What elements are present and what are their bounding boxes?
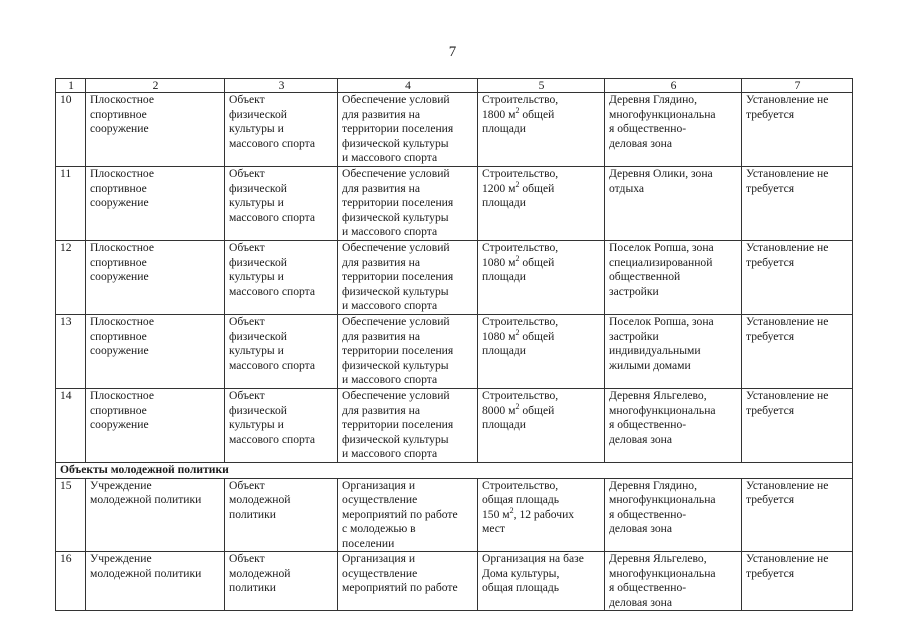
cell-line: осуществление xyxy=(342,493,418,506)
cell-line: культуры и xyxy=(229,122,284,135)
cell-line: требуется xyxy=(746,107,795,121)
cell-line: спортивное xyxy=(90,181,147,195)
cell-line: физической культуры xyxy=(342,210,449,224)
cell-line: общая площадь xyxy=(482,493,560,506)
cell-line: Поселок Ропша, зона xyxy=(609,315,714,328)
cell-line: Плоскостное xyxy=(90,389,155,402)
cell-line: общая площадь xyxy=(482,581,560,594)
table-row xyxy=(56,241,853,315)
cell-location xyxy=(605,315,742,389)
cell-line: Строительство, xyxy=(482,167,559,180)
row-number xyxy=(56,389,86,463)
cell-line: Установление не xyxy=(746,478,829,492)
cell-object-type xyxy=(225,241,338,315)
cell-line: физической культуры xyxy=(342,432,449,446)
cell-line: Организация и xyxy=(342,478,416,492)
cell-purpose xyxy=(338,93,478,167)
cell-line: физической xyxy=(229,181,287,195)
cell-line: отдыха xyxy=(609,181,645,195)
cell-line: Объект xyxy=(229,478,265,492)
cell-line: физической культуры xyxy=(342,136,449,150)
cell-line: застройки xyxy=(609,329,659,343)
row-number xyxy=(56,478,86,552)
cell-line: Обеспечение условий xyxy=(342,167,450,180)
cell-line: Организация на базе xyxy=(482,552,584,565)
cell-purpose xyxy=(338,552,478,611)
cell-line: спортивное xyxy=(90,107,147,121)
cell-line: массового спорта xyxy=(229,358,315,372)
cell-construction xyxy=(478,478,605,552)
cell-line: молодежной xyxy=(229,566,291,580)
cell-line: деловая зона xyxy=(609,432,672,446)
cell-line: Обеспечение условий xyxy=(342,93,450,106)
cell-protection-zone xyxy=(742,315,853,389)
cell-line: Организация и xyxy=(342,552,416,565)
area-value: 1080 м xyxy=(482,255,516,269)
table-body xyxy=(56,79,853,611)
cell-protection-zone xyxy=(742,552,853,611)
cell-object-name xyxy=(86,241,225,315)
area-unit-superscript: 2 xyxy=(515,253,520,263)
cell-line: сооружение xyxy=(90,418,149,431)
section-title xyxy=(56,463,853,479)
cell-line: индивидуальными xyxy=(609,344,701,357)
cell-line: мероприятий по работе xyxy=(342,507,458,521)
cell-line: площади xyxy=(482,344,526,357)
cell-line: территории поселения xyxy=(342,270,454,283)
cell-line: сооружение xyxy=(90,344,149,357)
cell-line: политики xyxy=(229,507,276,521)
cell-line: площади xyxy=(482,270,526,283)
cell-line: Установление не xyxy=(746,167,829,180)
cell-line: с молодежью в xyxy=(342,522,416,535)
section-row xyxy=(56,463,853,479)
cell-line: молодежной политики xyxy=(90,493,202,506)
column-header: 4 xyxy=(338,79,478,93)
cell-line: Плоскостное xyxy=(90,241,155,254)
cell-line: для развития на xyxy=(342,181,420,195)
cell-line: многофункциональна xyxy=(609,493,716,506)
cell-line: жилыми домами xyxy=(609,358,691,372)
cell-line: и массового спорта xyxy=(342,151,438,164)
cell-text: общей xyxy=(519,181,555,195)
cell-line: застройки xyxy=(609,284,659,298)
cell-line: и массового спорта xyxy=(342,373,438,386)
cell-line: Строительство, xyxy=(482,478,559,492)
cell-object-type xyxy=(225,389,338,463)
cell-line: деловая зона xyxy=(609,522,672,535)
cell-line: деловая зона xyxy=(609,595,672,609)
cell-line: массового спорта xyxy=(229,432,315,446)
cell-object-name xyxy=(86,478,225,552)
area-unit-superscript: 2 xyxy=(515,401,520,411)
cell-line: Учреждение xyxy=(90,478,152,492)
cell-line: Объект xyxy=(229,552,265,565)
cell-line: физической xyxy=(229,403,287,417)
cell-construction xyxy=(478,93,605,167)
cell-line: осуществление xyxy=(342,566,418,580)
cell-line: Объект xyxy=(229,241,265,254)
cell-line: для развития на xyxy=(342,107,420,121)
cell-line: Объект xyxy=(229,315,265,328)
cell-line: территории поселения xyxy=(342,196,454,209)
column-header: 2 xyxy=(86,79,225,93)
cell-line: физической xyxy=(229,255,287,269)
cell-protection-zone xyxy=(742,478,853,552)
cell-line: сооружение xyxy=(90,196,149,209)
cell-object-type xyxy=(225,315,338,389)
cell-line: Деревня Яльгелево, xyxy=(609,552,707,565)
cell-line: массового спорта xyxy=(229,136,315,150)
cell-text: общей xyxy=(519,403,555,417)
row-number-text: 13 xyxy=(60,315,72,328)
cell-construction xyxy=(478,552,605,611)
cell-line: Поселок Ропша, зона xyxy=(609,241,714,254)
cell-line: специализированной xyxy=(609,255,713,269)
cell-line: территории поселения xyxy=(342,344,454,357)
cell-text: , 12 рабочих xyxy=(513,507,575,521)
cell-line: площади xyxy=(482,196,526,209)
cell-line: для развития на xyxy=(342,329,420,343)
cell-line: территории поселения xyxy=(342,122,454,135)
cell-purpose xyxy=(338,167,478,241)
cell-line: Установление не xyxy=(746,552,829,565)
column-header: 5 xyxy=(478,79,605,93)
cell-line: физической xyxy=(229,107,287,121)
column-header: 7 xyxy=(742,79,853,93)
cell-purpose xyxy=(338,478,478,552)
cell-line: Установление не xyxy=(746,93,829,106)
cell-line: Строительство, xyxy=(482,241,559,254)
cell-line: спортивное xyxy=(90,329,147,343)
row-number xyxy=(56,241,86,315)
page-number: 7 xyxy=(448,44,457,60)
cell-line: культуры и xyxy=(229,344,284,357)
cell-line: Деревня Олики, зона xyxy=(609,167,713,180)
cell-line: Строительство, xyxy=(482,315,559,328)
cell-line: многофункциональна xyxy=(609,403,716,417)
cell-line: Дома культуры, xyxy=(482,566,560,580)
cell-object-type xyxy=(225,552,338,611)
area-value: 150 м xyxy=(482,507,510,521)
cell-purpose xyxy=(338,241,478,315)
cell-line: требуется xyxy=(746,255,795,269)
area-unit-superscript: 2 xyxy=(509,505,514,515)
row-number-text: 12 xyxy=(60,241,72,254)
cell-line: Обеспечение условий xyxy=(342,315,450,328)
cell-protection-zone xyxy=(742,167,853,241)
row-number xyxy=(56,93,86,167)
table-row xyxy=(56,552,853,611)
cell-line: мероприятий по работе xyxy=(342,581,458,594)
cell-line: мест xyxy=(482,522,505,535)
cell-line: физической xyxy=(229,329,287,343)
cell-line: политики xyxy=(229,581,276,594)
area-unit-superscript: 2 xyxy=(515,327,520,337)
cell-object-name xyxy=(86,315,225,389)
area-unit-superscript: 2 xyxy=(515,105,520,115)
cell-object-name xyxy=(86,93,225,167)
cell-line: молодежной xyxy=(229,493,291,506)
cell-line: Учреждение xyxy=(90,552,152,565)
cell-line: многофункциональна xyxy=(609,107,716,121)
cell-object-type xyxy=(225,167,338,241)
cell-line: физической культуры xyxy=(342,358,449,372)
cell-line: многофункциональна xyxy=(609,566,716,580)
cell-construction xyxy=(478,389,605,463)
cell-line: Объект xyxy=(229,389,265,402)
table-row xyxy=(56,478,853,552)
cell-line: массового спорта xyxy=(229,210,315,224)
cell-object-name xyxy=(86,167,225,241)
cell-protection-zone xyxy=(742,93,853,167)
cell-location xyxy=(605,93,742,167)
cell-line: Установление не xyxy=(746,389,829,402)
cell-line: требуется xyxy=(746,181,795,195)
row-number xyxy=(56,552,86,611)
cell-line: территории поселения xyxy=(342,418,454,431)
cell-line: массового спорта xyxy=(229,284,315,298)
cell-line: спортивное xyxy=(90,403,147,417)
cell-line: и массового спорта xyxy=(342,299,438,312)
row-number-text: 11 xyxy=(60,167,72,180)
cell-line: Установление не xyxy=(746,315,829,328)
row-number-text: 16 xyxy=(60,552,72,565)
column-header: 6 xyxy=(605,79,742,93)
cell-text: общей xyxy=(519,329,555,343)
area-value: 1080 м xyxy=(482,329,516,343)
cell-line: я общественно- xyxy=(609,507,687,521)
area-value: 8000 м xyxy=(482,403,516,417)
cell-line: сооружение xyxy=(90,270,149,283)
cell-line: требуется xyxy=(746,403,795,417)
cell-location xyxy=(605,478,742,552)
cell-line: Строительство, xyxy=(482,93,559,106)
cell-line: молодежной политики xyxy=(90,566,202,580)
cell-line: и массового спорта xyxy=(342,225,438,238)
table-row xyxy=(56,167,853,241)
cell-line: культуры и xyxy=(229,418,284,431)
row-number xyxy=(56,315,86,389)
cell-line: Объект xyxy=(229,93,265,106)
column-header: 3 xyxy=(225,79,338,93)
cell-line: общественной xyxy=(609,270,681,283)
cell-construction xyxy=(478,315,605,389)
column-header-row xyxy=(56,79,853,93)
cell-line: поселении xyxy=(342,536,395,550)
cell-line: Строительство, xyxy=(482,389,559,402)
cell-purpose xyxy=(338,389,478,463)
cell-line: площади xyxy=(482,418,526,431)
cell-object-type xyxy=(225,478,338,552)
cell-line: Деревня Глядино, xyxy=(609,93,698,106)
cell-protection-zone xyxy=(742,389,853,463)
cell-protection-zone xyxy=(742,241,853,315)
cell-line: спортивное xyxy=(90,255,147,269)
column-header: 1 xyxy=(56,79,86,93)
cell-line: для развития на xyxy=(342,255,420,269)
row-number xyxy=(56,167,86,241)
cell-line: для развития на xyxy=(342,403,420,417)
cell-line: Обеспечение условий xyxy=(342,241,450,254)
cell-line: Объект xyxy=(229,167,265,180)
cell-line: требуется xyxy=(746,329,795,343)
cell-text: общей xyxy=(519,255,555,269)
cell-line: требуется xyxy=(746,566,795,580)
cell-object-type xyxy=(225,93,338,167)
cell-line: я общественно- xyxy=(609,418,687,431)
cell-line: физической культуры xyxy=(342,284,449,298)
cell-purpose xyxy=(338,315,478,389)
cell-line: площади xyxy=(482,122,526,135)
area-value: 1200 м xyxy=(482,181,516,195)
cell-line: Деревня Яльгелево, xyxy=(609,389,707,402)
row-number-text: 15 xyxy=(60,478,72,492)
cell-construction xyxy=(478,167,605,241)
cell-line: сооружение xyxy=(90,122,149,135)
area-value: 1800 м xyxy=(482,107,516,121)
table-row xyxy=(56,93,853,167)
cell-line: я общественно- xyxy=(609,122,687,135)
cell-location xyxy=(605,552,742,611)
cell-line: и массового спорта xyxy=(342,447,438,460)
planning-table xyxy=(55,78,853,611)
cell-location xyxy=(605,167,742,241)
cell-line: я общественно- xyxy=(609,581,687,594)
section-title-text: Объекты молодежной политики xyxy=(60,463,229,476)
row-number-text: 10 xyxy=(60,93,72,106)
cell-line: Установление не xyxy=(746,241,829,254)
cell-construction xyxy=(478,241,605,315)
cell-line: Плоскостное xyxy=(90,167,155,180)
cell-text: общей xyxy=(519,107,555,121)
area-unit-superscript: 2 xyxy=(515,179,520,189)
cell-object-name xyxy=(86,552,225,611)
cell-line: требуется xyxy=(746,493,795,506)
table-row xyxy=(56,315,853,389)
cell-line: Плоскостное xyxy=(90,93,155,106)
cell-line: Плоскостное xyxy=(90,315,155,328)
row-number-text: 14 xyxy=(60,389,72,402)
cell-line: культуры и xyxy=(229,196,284,209)
cell-line: Обеспечение условий xyxy=(342,389,450,402)
cell-location xyxy=(605,241,742,315)
cell-line: деловая зона xyxy=(609,136,672,150)
table-row xyxy=(56,389,853,463)
cell-line: Деревня Глядино, xyxy=(609,478,698,492)
cell-line: культуры и xyxy=(229,270,284,283)
cell-object-name xyxy=(86,389,225,463)
cell-location xyxy=(605,389,742,463)
